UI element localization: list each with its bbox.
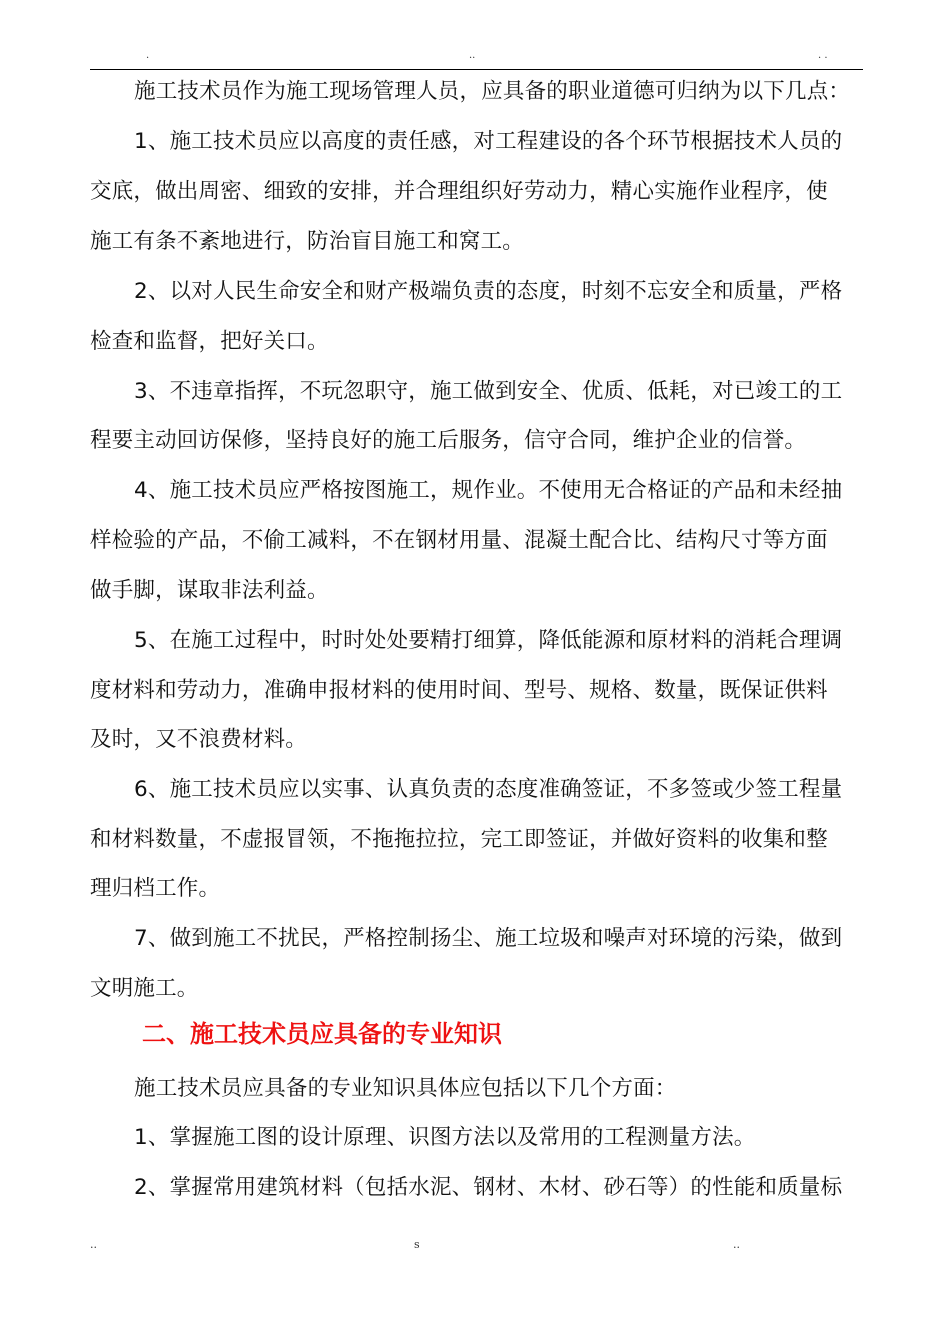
paragraph-line: 2、掌握常用建筑材料（包括水泥、钢材、木材、砂石等）的性能和质量标 bbox=[134, 1175, 843, 1200]
footer-mark-right: .. bbox=[733, 1238, 740, 1251]
paragraph-line: 1、施工技术员应以高度的责任感，对工程建设的各个环节根据技术人员的 bbox=[134, 129, 843, 154]
footer-mark-center: s bbox=[414, 1238, 420, 1251]
paragraph-line: 程要主动回访保修，坚持良好的施工后服务，信守合同，维护企业的信誉。 bbox=[90, 428, 807, 453]
paragraph-line: 3、不违章指挥，不玩忽职守，施工做到安全、优质、低耗，对已竣工的工 bbox=[134, 379, 843, 404]
paragraph-line: 交底，做出周密、细致的安排，并合理组织好劳动力，精心实施作业程序，使 bbox=[90, 179, 828, 204]
paragraph-line: 施工有条不紊地进行，防治盲目施工和窝工。 bbox=[90, 229, 525, 254]
header-rule bbox=[90, 69, 863, 70]
paragraph-line: 及时，又不浪费材料。 bbox=[90, 727, 308, 752]
paragraph-line: 6、施工技术员应以实事、认真负责的态度准确签证，不多签或少签工程量 bbox=[134, 777, 843, 802]
paragraph-line: 度材料和劳动力，准确申报材料的使用时间、型号、规格、数量，既保证供料 bbox=[90, 678, 828, 703]
header-mark-center: .. bbox=[469, 50, 476, 61]
paragraph-line: 样检验的产品，不偷工减料，不在钢材用量、混凝土配合比、结构尺寸等方面 bbox=[90, 528, 828, 553]
paragraph-line: 理归档工作。 bbox=[90, 876, 221, 901]
paragraph-line: 检查和监督，把好关口。 bbox=[90, 329, 329, 354]
paragraph-line: 和材料数量，不虚报冒领，不拖拖拉拉，完工即签证，并做好资料的收集和整 bbox=[90, 827, 828, 852]
paragraph-line: 5、在施工过程中，时时处处要精打细算，降低能源和原材料的消耗合理调 bbox=[134, 628, 843, 653]
paragraph-intro: 施工技术员作为施工现场管理人员，应具备的职业道德可归纳为以下几点： bbox=[134, 79, 851, 104]
section-heading: 二、施工技术员应具备的专业知识 bbox=[142, 1020, 502, 1048]
paragraph-line: 1、掌握施工图的设计原理、识图方法以及常用的工程测量方法。 bbox=[134, 1125, 756, 1150]
header-mark-right: . . bbox=[818, 50, 828, 61]
paragraph-line: 7、做到施工不扰民，严格控制扬尘、施工垃圾和噪声对环境的污染，做到 bbox=[134, 926, 843, 951]
footer-mark-left: .. bbox=[90, 1238, 97, 1251]
paragraph-line: 文明施工。 bbox=[90, 976, 199, 1001]
paragraph-line: 2、以对人民生命安全和财产极端负责的态度，时刻不忘安全和质量，严格 bbox=[134, 279, 843, 304]
paragraph-line: 4、施工技术员应严格按图施工，规作业。不使用无合格证的产品和未经抽 bbox=[134, 478, 843, 503]
paragraph-line: 施工技术员应具备的专业知识具体应包括以下几个方面： bbox=[134, 1076, 677, 1101]
paragraph-line: 做手脚，谋取非法利益。 bbox=[90, 578, 329, 603]
header-mark-left: . bbox=[146, 50, 150, 61]
